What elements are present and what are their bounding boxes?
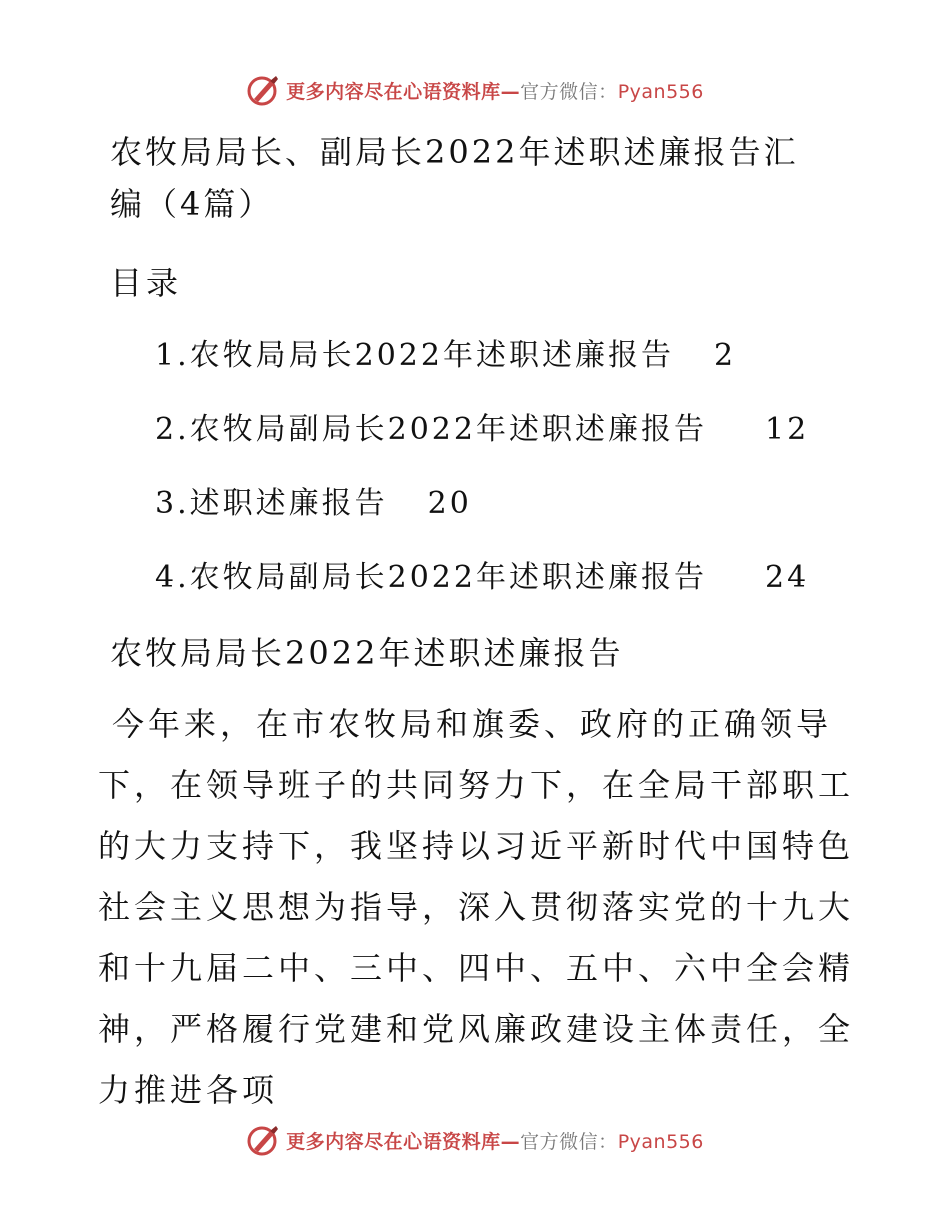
toc-item[interactable] bbox=[155, 330, 736, 374]
pen-logo-icon bbox=[246, 1123, 280, 1157]
watermark-text bbox=[286, 77, 704, 104]
watermark-wechat-id: Pyan556 bbox=[617, 1130, 704, 1153]
toc-item-page: 12 bbox=[764, 412, 810, 447]
toc-item-label: 4.农牧局副局长2022年述职述廉报告 bbox=[155, 560, 707, 595]
watermark-wechat-id: Pyan556 bbox=[617, 80, 704, 103]
toc-item-page: 20 bbox=[427, 486, 472, 521]
toc-item-page: 2 bbox=[713, 338, 737, 373]
watermark-slogan: 更多内容尽在心语资料库— bbox=[286, 80, 521, 103]
toc-item[interactable] bbox=[155, 478, 472, 522]
section-title: 农牧局局长2022年述职述廉报告 bbox=[110, 634, 624, 672]
toc-item-page: 24 bbox=[764, 560, 810, 595]
toc-heading: 目录 bbox=[110, 264, 183, 302]
pen-logo-icon bbox=[246, 73, 280, 107]
toc-item-label: 2.农牧局副局长2022年述职述廉报告 bbox=[155, 412, 707, 447]
watermark-label: 官方微信： bbox=[520, 80, 618, 103]
toc-item-label: 3.述职述廉报告 bbox=[155, 486, 388, 521]
body-paragraph: 今年来，在市农牧局和旗委、政府的正确领导下，在领导班子的共同努力下，在全局干部职工的大力支持下，我坚持以习近平新时代中国特色社会主义思想为指导，深入贯彻落实党的十九大和十九届二中、三中、四中、五中、六中全会精神，严格履行党建和党风廉政建设主体责任，全力推进各项 bbox=[98, 705, 855, 1109]
watermark-header bbox=[0, 70, 950, 110]
toc-item-label: 1.农牧局局长2022年述职述廉报告 bbox=[155, 338, 674, 373]
watermark-label: 官方微信： bbox=[520, 1130, 618, 1153]
watermark-footer bbox=[0, 1120, 950, 1160]
watermark-slogan: 更多内容尽在心语资料库— bbox=[286, 1130, 521, 1153]
document-title: 农牧局局长、副局长2022年述职述廉报告汇编（4篇） bbox=[110, 133, 799, 223]
toc-item[interactable] bbox=[155, 552, 809, 596]
watermark-text bbox=[286, 1127, 704, 1154]
toc-item[interactable] bbox=[155, 404, 809, 448]
